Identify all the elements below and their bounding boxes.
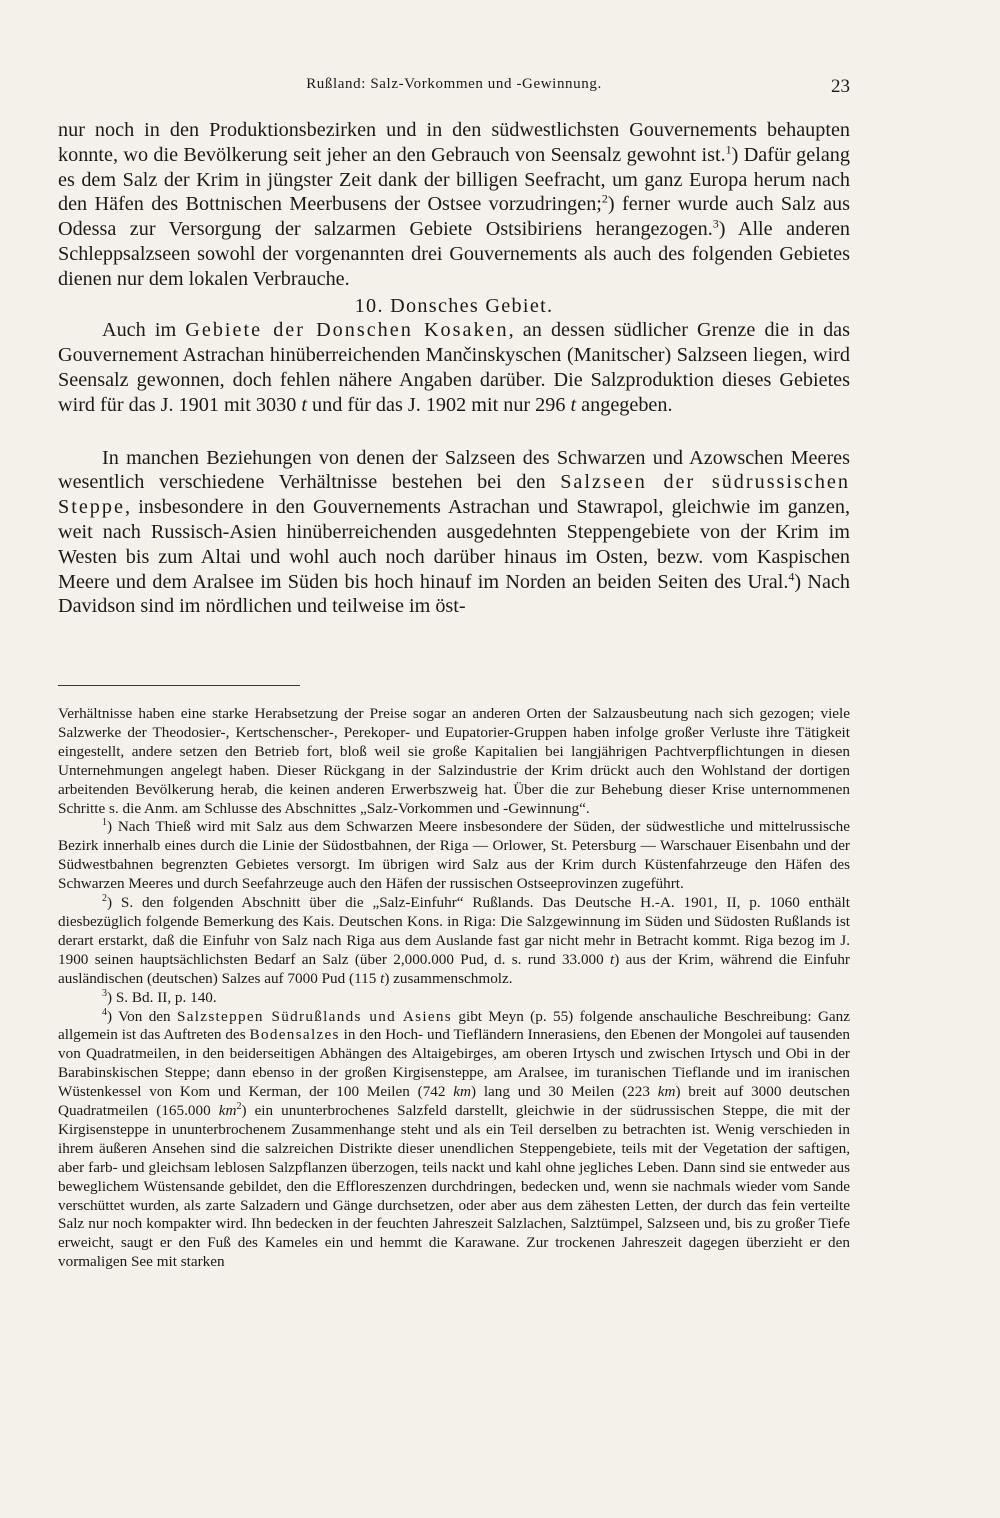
page-number: 23: [831, 76, 850, 97]
footnote-ref-4: 4: [788, 568, 795, 583]
footnote-1: $^1$) Nach Thieß wird mit Salz aus dem Schwarzen Meere insbesondere der Süden, der südwestliche und mittelrussische Bezirk innerhalb eines durch die Linie der Südostbahnen, der Riga — Orlower, St. Petersburg — Warschauer Eisenbahn und der Südwestbahnen begrenzten Gebietes versorgt. Im übrigen wird Salz aus der Krim durch Küstenfahrzeuge den Häfen des Schwarzen Meeres und durch Seefahrzeuge auch den Häfen der russischen Ostseeprovinzen zugeführt.: [58, 817, 850, 893]
main-text: [58, 118, 850, 619]
footnote-2: $^2$) S. den folgenden Abschnitt über die „Salz-Einfuhr“ Rußlands. Das Deutsche H.-A. 1901, II, p. 1060 enthält diesbezüglich folgende Bemerkung des Kais. Deutschen Kons. in Riga: Die Salzgewinnung im Süden und Südosten Rußlands ist derart erstarkt, daß die Einfuhr von Salz nach Riga aus dem Auslande fast gar nicht mehr in Betracht kommt. Riga bezog im J. 1900 seinen hauptsächlichsten Bedarf an Salz (über 2,000.000 Pud, d. s. rund 33.000 t) aus der Krim, während die Einfuhr ausländischen (deutschen) Salzes auf 7000 Pud (115 t) zusammenschmolz.: [58, 893, 850, 987]
footnote-ref-3: 3: [712, 216, 719, 231]
unit-tonnes: t: [301, 393, 307, 416]
footnote-4: $^4$) Von den Salzsteppen Südrußlands und Asiens gibt Meyn (p. 55) folgende anschauliche Beschreibung: Ganz allgemein ist das Auftreten des Bodensalzes in den Hoch- und Tiefländern Innerasiens, den Ebenen der Mongolei auf tausenden von Quadratmeilen, in den beiderseitigen Abhängen des Altaigebirges, am oberen Irtysch und zwischen Irtysch und Obi in der Barabinskischen Steppe; dann ebenso in der großen Kirgisensteppe, am Aralsee, im turanischen Tieflande und im iranischen Wüstenkessel von Kom und Kerman, der 100 Meilen (742 km) lang und 30 Meilen (223 km) breit auf 3000 deutschen Quadratmeilen (165.000 $km^2$) ein ununterbrochenes Salzfeld darstellt, gleichwie in der südrussischen Steppe, die mit der Kirgisensteppe in ununterbrochenem Zusammenhange steht und als ein Teil derselben zu betrachten ist. Wenig verschieden in ihrem äußeren Ansehen sind die salzreichen Distrikte dieser unendlichen Steppengebiete, teils mit der Vegetation der saftigen, aber farb- und gleichsam leblosen Salzpflanzen überzogen, teils nackt und kahl ohne jegliches Leben. Dann sind sie entweder aus beweglichem Wüstensande gebildet, den die Effloreszenzen durchdringen, bedecken und, wenn sie nachmals wieder vom Sande verschüttet wurden, als zarte Salzadern und Gänge durchsetzen, oder aber aus dem zähesten Letten, der durch das fein verteilte Salz nur noch kompakter wird. Ihn bedecken in der feuchten Jahreszeit Salzlachen, Salztümpel, Salzseen und, bis zu großer Tiefe erweicht, saugt er den Fuß des Kameles ein und hemmt die Karawane. Zur trockenen Jahreszeit dagegen überzieht er den vormaligen See mit starken: [58, 1006, 850, 1271]
footnote-ref-2: 2: [601, 191, 608, 206]
paragraph-donsches-gebiet: Auch im Gebiete der Donschen Kosaken, an dessen südlicher Grenze die in das Gouvernement Astrachan hinüberreichenden Mančinskyschen (Manitscher) Salzseen liegen, wird Seensalz gewonnen, doch fehlen nähere Angaben darüber. Die Salzproduktion dieses Gebietes wird für das J. 1901 mit 3030 t und für das J. 1902 mit nur 296 t angegeben.: [58, 319, 850, 416]
footnote-3: $^3$) S. Bd. II, p. 140.: [102, 987, 217, 1006]
spaced-term: Salzsteppen Südrußlands und Asiens: [176, 1007, 453, 1025]
spaced-term: Bodensalzes: [249, 1026, 340, 1044]
page-header: [58, 76, 850, 104]
footnote-rule: [58, 685, 300, 686]
paragraph-steppe: In manchen Beziehungen von denen der Salzseen des Schwarzen und Azowschen Meeres wesentlich verschiedene Verhältnisse bestehen bei den Salzseen der südrussischen Steppe, insbesondere in den Gouvernements Astrachan und Stawrapol, gleichwie im ganzen, weit nach Russisch-Asien hinüberreichenden ausgedehnten Steppengebiete von der Krim im Westen bis zum Altai und wohl auch noch darüber hinaus im Osten, bezw. vom Kaspischen Meere und dem Aralsee im Süden bis hoch hinauf im Norden an beiden Seiten des Ural.$^4$) Nach Davidson sind im nördlichen und teilweise im öst-: [58, 446, 850, 618]
paragraph-continued: nur noch in den Produktionsbezirken und in den südwestlichsten Gouvernements behaupten konnte, wo die Bevölkerung seit jeher an den Gebrauch von Seensalz gewohnt ist.$^1$) Dafür gelang es dem Salz der Krim in jüngster Zeit dank der billigen Seefracht, um ganz Europa herum nach den Häfen des Bottnischen Meerbusens der Ostsee vorzudringen;$^2$) ferner wurde auch Salz aus Odessa zur Versorgung der salzarmen Gebiete Ostsibiriens herangezogen.$^3$) Alle anderen Schleppsalzseen sowohl der vorgenannten drei Gouvernements als auch des folgenden Gebietes dienen nur dem lokalen Verbrauche.: [58, 119, 850, 290]
running-title: Rußland: Salz-Vorkommen und -Gewinnung.: [306, 76, 602, 92]
footnotes: [58, 705, 850, 1272]
unit-tonnes: t: [570, 393, 577, 416]
footnote-continued: Verhältnisse haben eine starke Herabsetzung der Preise sogar an anderen Orten der Salzausbeutung nach sich gezogen; viele Salzwerke der Theodosier-, Kertschenscher-, Perekoper- und Eupatorier-Gruppen haben infolge großer Verluste ihre Tätigkeit eingestellt, andere setzen den Betrieb fort, bloß weil sie große Kapitalien bei langjährigen Pachtverpflichtungen in diesen Unternehmungen angelegt haben. Dieser Rückgang in der Salzindustrie der Krim drückt auch den Wohlstand der dortigen arbeitenden Bevölkerung herab, die keinen anderen Erwerbszweig hat. Über die zur Behebung dieser Krise unternommenen Schritte s. die Anm. am Schlusse des Abschnittes „Salz-Vorkommen und -Gewinnung“.: [58, 705, 850, 817]
spaced-term: Salzseen der südrussischen Steppe: [58, 471, 850, 519]
spaced-term: Gebiete der Donschen Kosaken: [185, 319, 509, 342]
footnote-ref-1: 1: [725, 142, 732, 157]
section-heading: 10. Donsches Gebiet.: [354, 294, 554, 317]
